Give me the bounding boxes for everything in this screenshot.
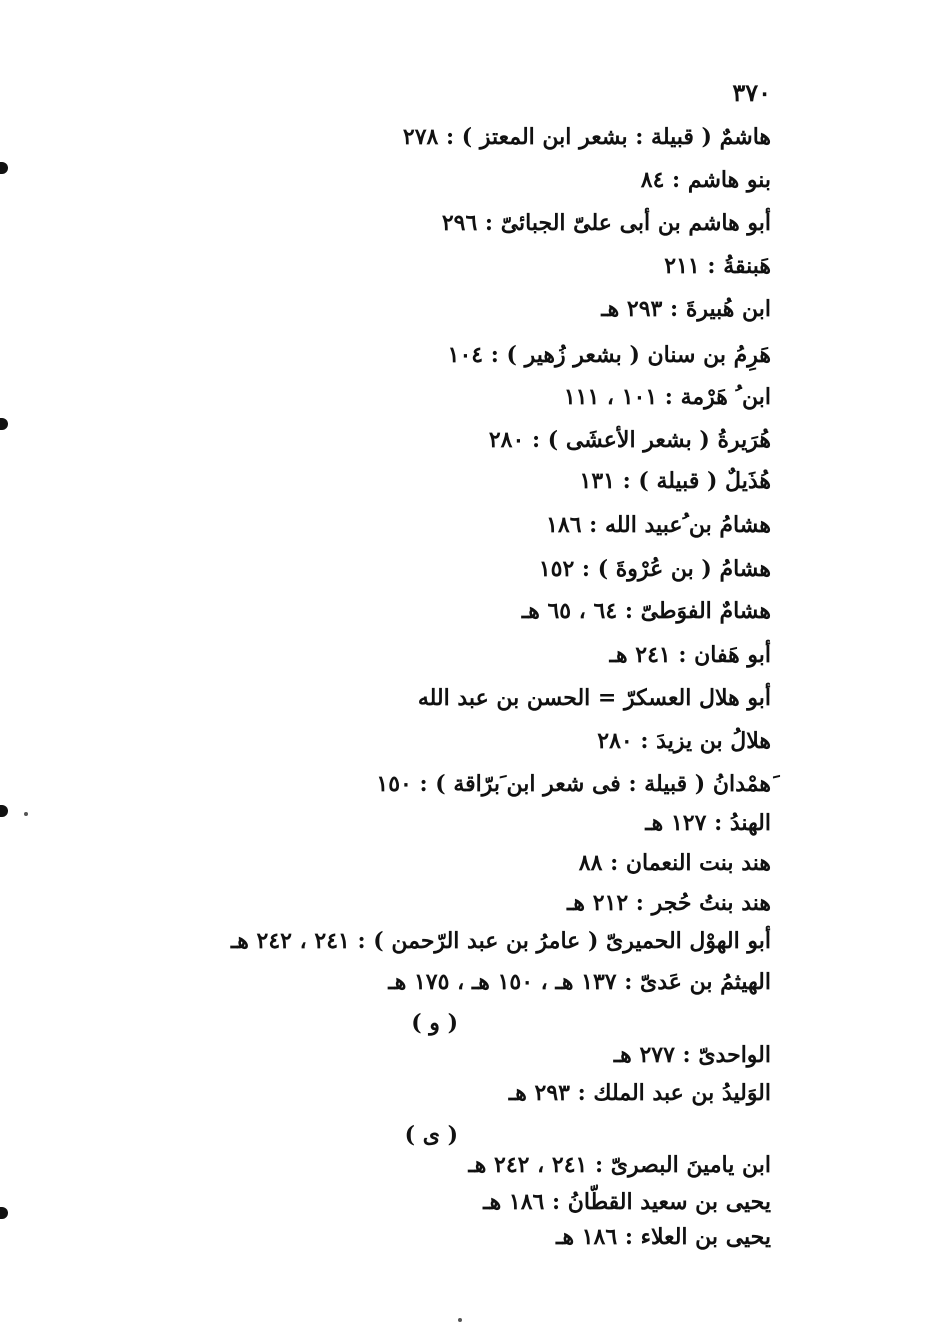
index-entry: ابن ُ هَرْمة : ١٠١ ، ١١١ bbox=[563, 384, 771, 410]
index-entry: هند بنتُ حُجر : ٢١٢ هـ bbox=[566, 890, 771, 916]
index-entry: أبو هَفان : ٢٤١ هـ bbox=[609, 642, 771, 668]
index-entry: أبو الهوْل الحميرىّ ( عامرُ بن عبد الرّحمن ) : ٢٤١ ، ٢٤٢ هـ bbox=[230, 928, 771, 954]
index-entry: يحيى بن سعيد القطّانُ : ١٨٦ هـ bbox=[483, 1189, 771, 1215]
index-entry: ابن هُبيرةَ : ٢٩٣ هـ bbox=[601, 296, 771, 322]
index-entry: هُذَيلٌ ( قبيلة ) : ١٣١ bbox=[579, 468, 771, 494]
index-entry: هشامٌ الفوَطىّ : ٦٤ ، ٦٥ هـ bbox=[521, 598, 771, 624]
scan-margin-mark bbox=[0, 805, 8, 817]
index-entry: الوَليدُ بن عبد الملك : ٢٩٣ هـ bbox=[508, 1080, 771, 1106]
index-entry: ابن يامينَ البصرىّ : ٢٤١ ، ٢٤٢ هـ bbox=[468, 1152, 771, 1178]
section-heading-waw: ( و ) bbox=[411, 1010, 458, 1036]
scan-margin-mark bbox=[0, 1207, 8, 1219]
index-entry: بنو هاشم : ٨٤ bbox=[640, 167, 771, 193]
index-entry: هَبنقةُ : ٢١١ bbox=[664, 253, 771, 279]
index-entry: هلالُ بن يزيدَ : ٢٨٠ bbox=[597, 728, 771, 754]
index-entry: هَرِمُ بن سنان ( بشعر زُهير ) : ١٠٤ bbox=[447, 342, 771, 368]
scan-speck bbox=[24, 812, 28, 816]
index-entry: هُرَيرةُ ( بشعر الأعشَى ) : ٢٨٠ bbox=[488, 427, 771, 453]
index-entry: أبو هاشم بن أبى علىّ الجبائىّ : ٢٩٦ bbox=[441, 210, 771, 236]
index-entry: أبو هلال العسكرّ = الحسن بن عبد الله bbox=[417, 685, 771, 711]
index-entry: الهندُ : ١٢٧ هـ bbox=[645, 810, 771, 836]
page-number: ٣٧٠ bbox=[732, 78, 771, 107]
section-heading-ya: ( ى ) bbox=[404, 1122, 458, 1148]
index-entry: هاشمٌ ( قبيلة : بشعر ابن المعتز ) : ٢٧٨ bbox=[402, 124, 771, 150]
index-entry: الهيثمُ بن عَدىّ : ١٣٧ هـ ، ١٥٠ هـ ، ١٧٥ هـ bbox=[388, 969, 771, 995]
scan-margin-mark bbox=[0, 418, 8, 430]
scan-margin-mark bbox=[0, 162, 8, 174]
index-entry: هشامُ ( بن عُرْوةَ ) : ١٥٢ bbox=[538, 556, 771, 582]
index-entry: هشامُ بن ُعبيد الله : ١٨٦ bbox=[546, 512, 771, 538]
index-entry: يحيى بن العلاء : ١٨٦ هـ bbox=[556, 1224, 771, 1250]
index-entry: هند بنت النعمان : ٨٨ bbox=[578, 850, 771, 876]
index-entry: َهمْدانُ ( قبيلة : فى شعر ابن َبرّاقة ) : ١٥٠ bbox=[376, 771, 771, 797]
index-entry: الواحدىّ : ٢٧٧ هـ bbox=[613, 1042, 771, 1068]
scan-speck bbox=[458, 1318, 462, 1322]
